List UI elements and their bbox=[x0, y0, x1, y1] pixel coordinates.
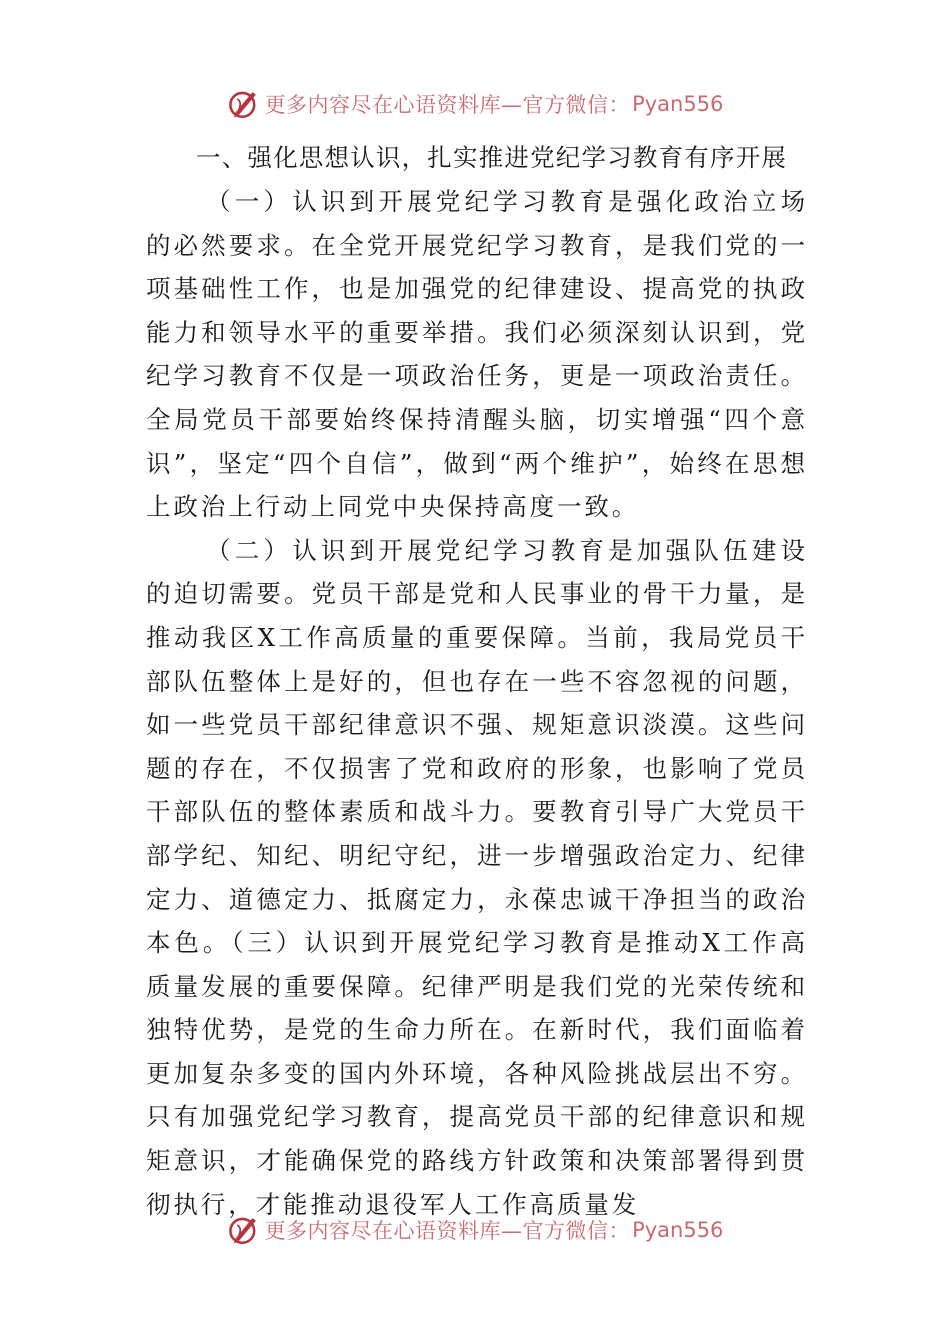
section-heading: 一、强化思想认识，扎实推进党纪学习教育有序开展 bbox=[196, 143, 788, 172]
banner-wechat-id: Pyan556 bbox=[632, 1218, 724, 1242]
pen-logo-icon bbox=[227, 87, 261, 121]
banner-text: 更多内容尽在心语资料库—官方微信： bbox=[264, 1219, 631, 1243]
document-body bbox=[146, 136, 808, 1226]
paragraph-1: （一）认识到开展党纪学习教育是强化政治立场的必然要求。在全党开展党纪学习教育，是我们党的一项基础性工作，也是加强党的纪律建设、提高党的执政能力和领导水平的重要举措。我们必须深刻认识到，党纪学习教育不仅是一项政治任务，更是一项政治责任。全局党员干部要始终保持清醒头脑，切实增强“四个意识”，坚定“四个自信”，做到“两个维护”，始终在思想上政治上行动上同党中央保持高度一致。 bbox=[146, 187, 808, 522]
paragraph-2: （二）认识到开展党纪学习教育是加强队伍建设的迫切需要。党员干部是党和人民事业的骨干力量，是推动我区X工作高质量的重要保障。当前，我局党员干部队伍整体上是好的，但也存在一些不容忽视的问题，如一些党员干部纪律意识不强、规矩意识淡漠。这些问题的存在，不仅损害了党和政府的形象，也影响了党员干部队伍的整体素质和战斗力。要教育引导广大党员干部学纪、知纪、明纪守纪，进一步增强政治定力、纪律定力、道德定力、抵腐定力，永葆忠诚干净担当的政治本色。（三）认识到开展党纪学习教育是推动X工作高质量发展的重要保障。纪律严明是我们党的光荣传统和独特优势，是党的生命力所在。在新时代，我们面临着更加复杂多变的国内外环境，各种风险挑战层出不穷。只有加强党纪学习教育，提高党员干部的纪律意识和规矩意识，才能确保党的路线方针政策和决策部署得到贯彻执行，才能推动退役军人工作高质量发 bbox=[146, 535, 808, 1219]
footer-watermark-banner bbox=[0, 1208, 950, 1252]
banner-wechat-id: Pyan556 bbox=[632, 92, 724, 116]
banner-text: 更多内容尽在心语资料库—官方微信： bbox=[264, 93, 631, 117]
pen-logo-icon bbox=[227, 1213, 261, 1247]
header-watermark-banner bbox=[0, 82, 950, 126]
